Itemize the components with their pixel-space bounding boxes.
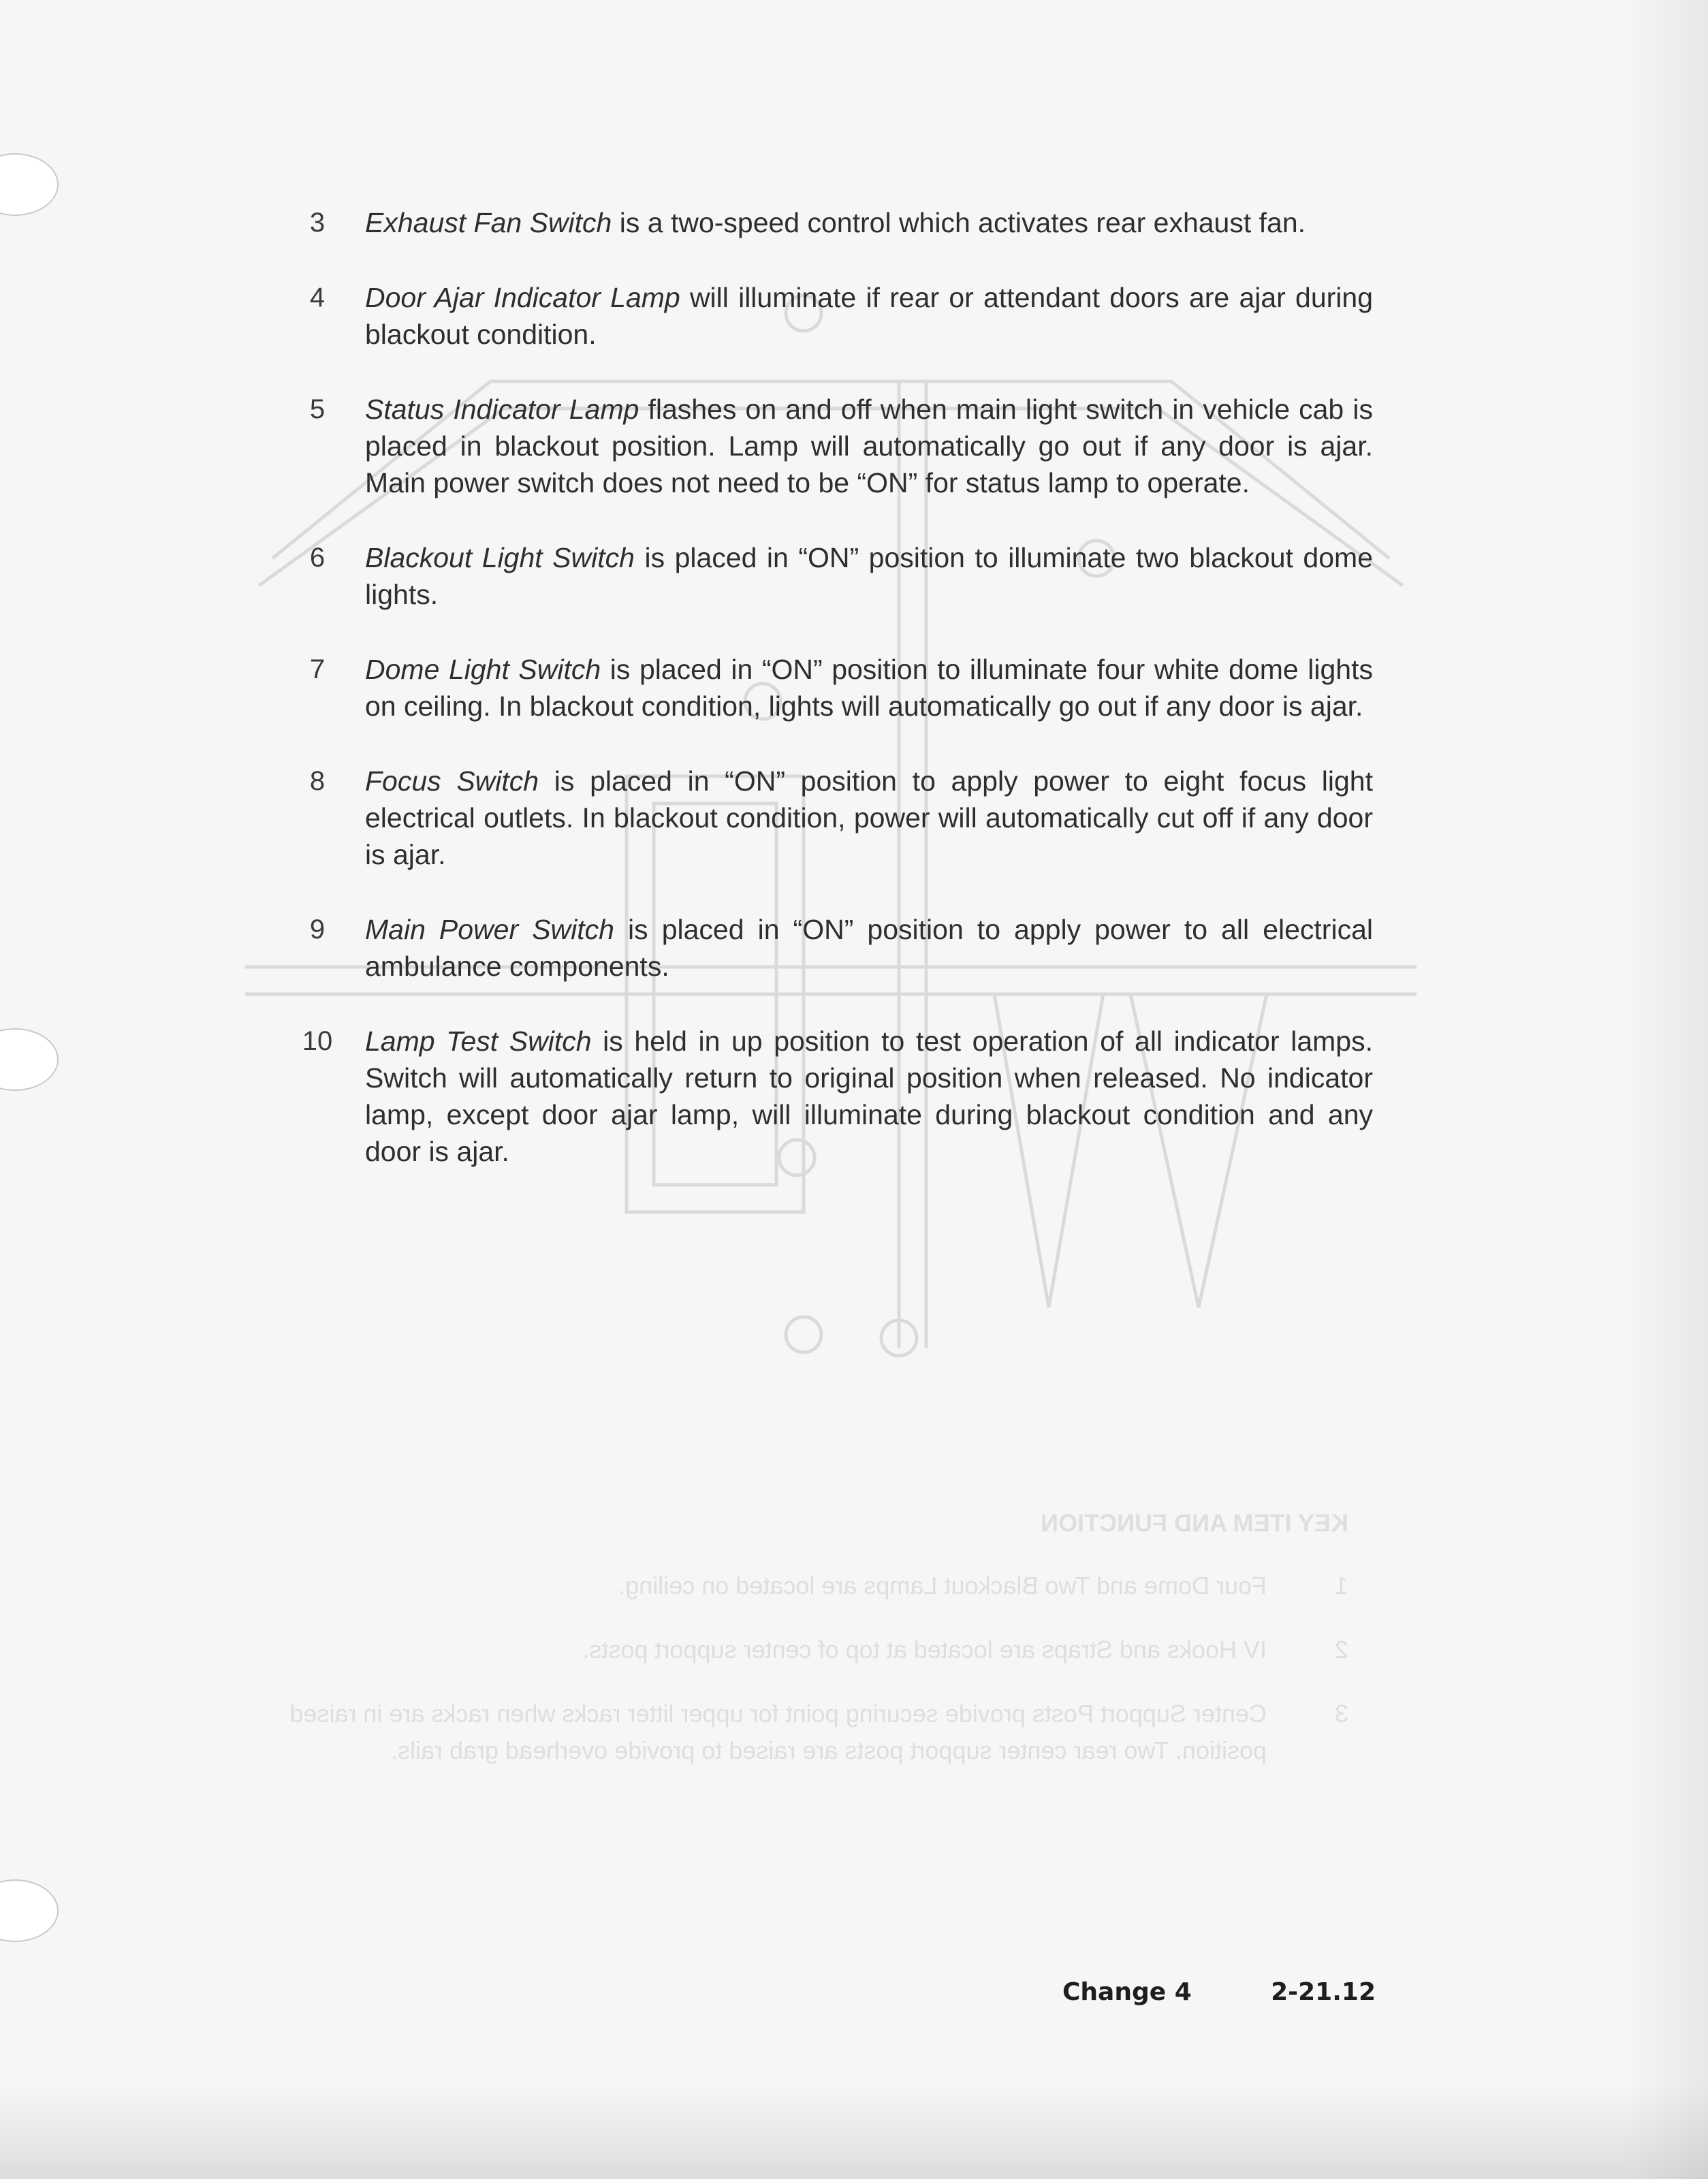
page-number: 2-21.12 xyxy=(1271,1978,1376,2006)
bleed-row-number: 1 xyxy=(1334,1572,1348,1600)
key-item-number: 3 xyxy=(309,208,326,238)
key-item-text: is a two-speed control which activates rear exhaust fan. xyxy=(619,207,1306,238)
page-edge-shadow xyxy=(1626,0,1708,2179)
change-number: Change 4 xyxy=(1062,1978,1192,2006)
bleed-row-text: Four Dome and Two Blackout Lamps are located on ceiling. xyxy=(618,1572,1267,1600)
page-footer xyxy=(1062,1978,1376,2006)
punch-hole-middle xyxy=(0,1028,59,1091)
key-item-number: 7 xyxy=(309,654,326,684)
punch-hole-top xyxy=(0,153,59,216)
key-item-term: Lamp Test Switch xyxy=(365,1025,592,1057)
key-item-text: is placed in “ON” position to illuminate two blackout dome lights. xyxy=(365,542,1373,610)
key-item-description xyxy=(365,204,1373,241)
bleed-row-number: 3 xyxy=(1334,1700,1348,1728)
key-item xyxy=(270,911,1373,985)
key-item-description xyxy=(365,279,1373,353)
key-item-text: is placed in “ON” position to apply power to all electrical ambulance components. xyxy=(365,914,1373,982)
key-item xyxy=(270,1023,1373,1170)
page-bottom-shadow xyxy=(0,2084,1708,2179)
key-item-number: 8 xyxy=(309,766,326,796)
bleed-row-text: IV Hooks and Straps are located at top of center support posts. xyxy=(582,1636,1267,1664)
key-item-term: Main Power Switch xyxy=(365,914,614,945)
bleed-row xyxy=(245,1632,1362,1668)
bleed-row-number: 2 xyxy=(1334,1636,1348,1664)
key-item xyxy=(270,539,1373,613)
key-item xyxy=(270,763,1373,873)
key-item-text: flashes on and off when main light switch in vehicle cab is placed in blackout position. Lamp will automatically go out if any door is ajar. Main power switch does not need to be “ON” for status lamp to operate. xyxy=(365,394,1373,498)
key-item-text: is placed in “ON” position to apply power to eight focus light electrical outlets. In blackout condition, power will automatically cut off if any door is ajar. xyxy=(365,765,1373,870)
bleed-row-text: Center Support Posts provide securing point for upper litter racks when racks are in raised position. Two rear center support posts are raised to provide overhead grab rails. xyxy=(289,1700,1267,1764)
key-item-description xyxy=(365,391,1373,501)
key-item-term: Dome Light Switch xyxy=(365,654,601,685)
key-item xyxy=(270,204,1373,241)
key-item-number: 9 xyxy=(309,914,326,944)
key-item-number: 6 xyxy=(309,543,326,573)
key-item-number: 10 xyxy=(302,1026,333,1056)
key-item-description xyxy=(365,763,1373,873)
key-item-text: is held in up position to test operation of all indicator lamps. Switch will automatically return to original position when released. No indicator lamp, except door ajar lamp, will illuminate during blackout condition and any door is ajar. xyxy=(365,1025,1373,1167)
key-item-description xyxy=(365,911,1373,985)
key-item-list xyxy=(270,204,1373,1208)
key-item-term: Exhaust Fan Switch xyxy=(365,207,612,238)
key-item-number: 4 xyxy=(309,283,326,313)
key-item-text: will illuminate if rear or attendant doors are ajar during blackout condition. xyxy=(365,282,1373,350)
key-item xyxy=(270,279,1373,353)
key-item-term: Door Ajar Indicator Lamp xyxy=(365,282,680,313)
bleed-heading: KEY ITEM AND FUNCTION xyxy=(1040,1509,1348,1537)
key-item-description xyxy=(365,651,1373,725)
key-item xyxy=(270,651,1373,725)
bleed-row xyxy=(245,1696,1362,1769)
bleed-row xyxy=(245,1568,1362,1604)
key-item-description xyxy=(365,1023,1373,1170)
key-item-text: is placed in “ON” position to illuminate four white dome lights on ceiling. In blackout condition, lights will automatically go out if any door is ajar. xyxy=(365,654,1373,722)
bleed-through-text xyxy=(245,1505,1362,1859)
key-item-number: 5 xyxy=(309,394,326,424)
key-item-term: Blackout Light Switch xyxy=(365,542,635,573)
key-item-term: Status Indicator Lamp xyxy=(365,394,639,425)
punch-hole-bottom xyxy=(0,1879,59,1942)
key-item-term: Focus Switch xyxy=(365,765,539,797)
key-item-description xyxy=(365,539,1373,613)
key-item xyxy=(270,391,1373,501)
